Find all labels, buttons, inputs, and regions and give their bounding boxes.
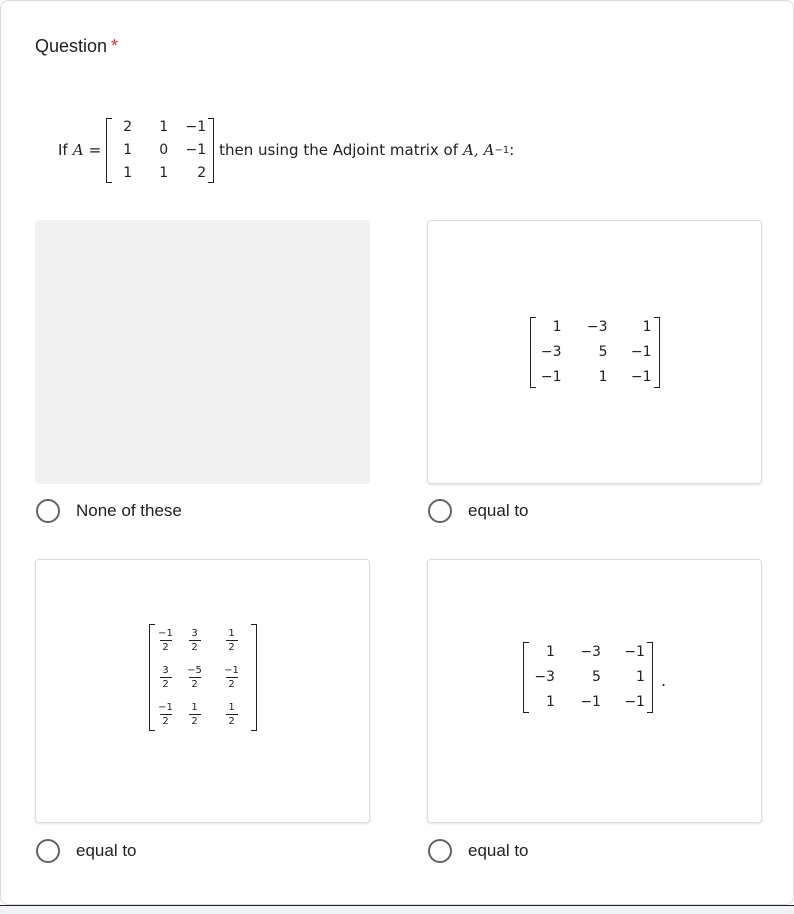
- matrix-cell: [177, 659, 213, 696]
- option-2-label: equal to: [468, 501, 529, 520]
- matrix-cell: −3: [534, 668, 555, 685]
- frac-denominator: 2: [162, 715, 169, 727]
- matrix-cell: [177, 696, 213, 733]
- matrix-cell: 0: [159, 141, 169, 158]
- frac-numerator: −1: [158, 627, 173, 639]
- matrix-cell: [213, 659, 251, 696]
- frac-denominator: 2: [191, 678, 198, 690]
- frac-numerator: 3: [162, 664, 169, 676]
- matrix-cell: 1: [636, 668, 645, 685]
- matrix-cell: [213, 622, 251, 659]
- prompt-then: then using the Adjoint matrix of: [219, 141, 459, 159]
- frac-numerator: 1: [228, 701, 235, 713]
- matrix-cell: 1: [552, 318, 562, 335]
- option-2[interactable]: [428, 498, 529, 524]
- prompt-colon: :: [509, 141, 515, 159]
- option-4-radio[interactable]: [428, 839, 452, 863]
- option-2-radio[interactable]: [428, 499, 452, 523]
- question-prompt: [58, 114, 514, 186]
- question-matrix: [106, 116, 214, 185]
- matrix-cell: [155, 659, 177, 696]
- frac-numerator: −5: [187, 664, 202, 676]
- option-3-image[interactable]: [35, 559, 370, 823]
- option-1-radio[interactable]: [36, 499, 60, 523]
- frac-denominator: 2: [162, 641, 169, 653]
- matrix-cell: [155, 622, 177, 659]
- matrix-cell: −1: [630, 368, 652, 385]
- matrix-cell: −1: [540, 368, 562, 385]
- frac-numerator: 3: [191, 627, 198, 639]
- option-2-image[interactable]: [427, 220, 762, 484]
- question-title: [35, 36, 118, 57]
- frac-denominator: 2: [228, 678, 235, 690]
- matrix-cell: 1: [546, 693, 555, 710]
- matrix-cell: 1: [123, 164, 133, 181]
- matrix-cell: 5: [598, 343, 608, 360]
- matrix-cell: 2: [197, 164, 207, 181]
- matrix-cell: −3: [586, 318, 608, 335]
- option-4-image[interactable]: [427, 559, 762, 823]
- matrix-cell: 1: [642, 318, 652, 335]
- option-1[interactable]: [36, 498, 182, 524]
- prompt-equals: =: [88, 141, 102, 159]
- matrix-cell: −1: [185, 141, 207, 158]
- prompt-var-a: A: [72, 141, 84, 159]
- question-title-text: Question: [35, 36, 108, 56]
- option-2-matrix: [530, 315, 660, 390]
- frac-numerator: 1: [228, 627, 235, 639]
- prompt-inverse-exp: −1: [494, 144, 510, 156]
- matrix-cell: −1: [624, 693, 645, 710]
- option-4-trailing-dot: .: [660, 671, 667, 690]
- matrix-cell: −3: [540, 343, 562, 360]
- matrix-cell: −1: [580, 693, 601, 710]
- matrix-cell: −1: [624, 643, 645, 660]
- option-4-label: equal to: [468, 841, 529, 860]
- matrix-cell: −1: [185, 118, 207, 135]
- matrix-cell: 2: [123, 118, 133, 135]
- option-3-matrix: [149, 622, 257, 733]
- matrix-cell: −1: [630, 343, 652, 360]
- prompt-var-a2: A,: [463, 141, 479, 159]
- frac-denominator: 2: [228, 715, 235, 727]
- matrix-cell: [213, 696, 251, 733]
- required-asterisk: *: [111, 36, 119, 56]
- option-1-label: None of these: [76, 501, 182, 520]
- frac-denominator: 2: [228, 641, 235, 653]
- prompt-prefix: If: [58, 141, 68, 159]
- option-3[interactable]: [36, 838, 137, 864]
- matrix-cell: 5: [592, 668, 601, 685]
- frac-denominator: 2: [191, 715, 198, 727]
- frac-denominator: 2: [191, 641, 198, 653]
- frac-numerator: 1: [191, 701, 198, 713]
- option-3-radio[interactable]: [36, 839, 60, 863]
- frac-numerator: −1: [158, 701, 173, 713]
- option-1-image[interactable]: [35, 220, 370, 484]
- matrix-cell: 1: [598, 368, 608, 385]
- frac-denominator: 2: [162, 678, 169, 690]
- option-4[interactable]: [428, 838, 529, 864]
- option-3-label: equal to: [76, 841, 137, 860]
- matrix-cell: 1: [159, 118, 169, 135]
- matrix-cell: [177, 622, 213, 659]
- option-4-matrix: [523, 640, 653, 715]
- prompt-inverse-base: A: [483, 141, 495, 159]
- matrix-cell: 1: [546, 643, 555, 660]
- bottom-divider: [0, 905, 794, 914]
- matrix-cell: 1: [123, 141, 133, 158]
- matrix-cell: −3: [580, 643, 601, 660]
- matrix-cell: [155, 696, 177, 733]
- matrix-cell: 1: [159, 164, 169, 181]
- frac-numerator: −1: [224, 664, 239, 676]
